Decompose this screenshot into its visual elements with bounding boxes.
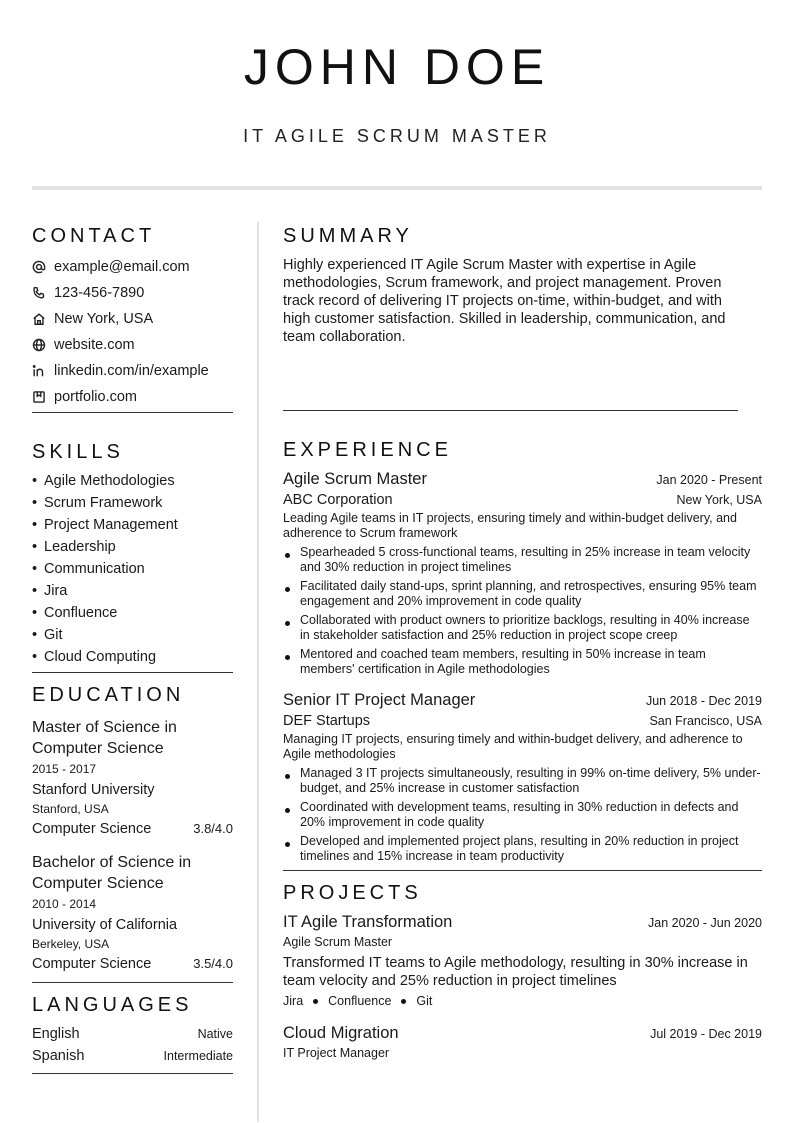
contact-email-text: example@email.com	[54, 259, 190, 275]
contact-linkedin[interactable]	[32, 358, 233, 384]
left-column	[32, 222, 233, 1074]
job-entry	[283, 689, 762, 864]
language-name: English	[32, 1026, 80, 1042]
job-bullet: Managed 3 IT projects simultaneously, resulting in 99% on-time delivery, 5% under-budget, and 25% increase in customer satisfaction	[283, 766, 762, 796]
contact-list	[32, 254, 233, 410]
edu-years: 2015 - 2017	[32, 762, 97, 776]
project-tag: Git	[416, 994, 433, 1008]
contact-location-text: New York, USA	[54, 311, 154, 327]
project-entry	[283, 911, 762, 1008]
job-location: New York, USA	[676, 493, 762, 507]
job-location: San Francisco, USA	[649, 714, 762, 728]
job-bullet: Collaborated with product owners to prioritize backlogs, resulting in 40% increase in stakeholder satisfaction and 25% reduction in project scope creep	[283, 613, 762, 643]
skill-item: • Git	[32, 627, 63, 643]
job-company-row	[283, 713, 762, 729]
candidate-name: JOHN DOE	[243, 39, 551, 95]
languages-title: LANGUAGES	[32, 994, 193, 1016]
job-description: Leading Agile teams in IT projects, ensuring timely and within-budget delivery, and adherence to Scrum framework	[283, 511, 737, 540]
job-dates: Jan 2020 - Present	[656, 473, 762, 487]
job-title: Senior IT Project Manager	[283, 691, 476, 709]
skill-item: • Leadership	[32, 539, 116, 555]
skills-divider	[32, 672, 233, 673]
project-header	[283, 1022, 762, 1044]
languages-section	[32, 991, 233, 1074]
contact-phone[interactable]	[32, 280, 233, 306]
job-company: DEF Startups	[283, 713, 371, 729]
phone-icon	[32, 286, 54, 300]
projects-title: PROJECTS	[283, 882, 422, 904]
skill-item: • Project Management	[32, 517, 178, 533]
contact-linkedin-text: linkedin.com/in/example	[54, 363, 209, 379]
skills-title: SKILLS	[32, 441, 124, 463]
language-level: Native	[197, 1027, 233, 1041]
project-entry	[283, 1022, 762, 1061]
experience-divider	[283, 870, 762, 871]
contact-portfolio-text: portfolio.com	[54, 389, 138, 405]
project-dates: Jan 2020 - Jun 2020	[648, 916, 762, 930]
job-bullet: Spearheaded 5 cross-functional teams, resulting in 25% increase in team velocity and 30% reduction in project timelines	[283, 545, 762, 575]
languages-list	[32, 1023, 233, 1067]
project-description: Transformed IT teams to Agile methodology, resulting in 30% increase in team velocity and 25% reduction in project timelines	[283, 955, 748, 989]
tag-separator	[401, 999, 406, 1004]
job-header	[283, 689, 762, 711]
header-divider	[32, 186, 762, 190]
linkedin-icon	[32, 364, 54, 378]
project-header	[283, 911, 762, 933]
language-name: Spanish	[32, 1048, 85, 1064]
skills-list	[32, 470, 233, 668]
contact-section	[32, 222, 233, 413]
column-divider	[257, 222, 259, 1122]
project-role: IT Project Manager	[283, 1046, 390, 1060]
skills-section	[32, 438, 233, 673]
edu-location: Berkeley, USA	[32, 937, 110, 951]
job-title: Agile Scrum Master	[283, 470, 427, 488]
tag-separator	[313, 999, 318, 1004]
education-entry	[32, 852, 233, 973]
job-company: ABC Corporation	[283, 492, 393, 508]
at-icon	[32, 260, 54, 274]
skill-item: • Scrum Framework	[32, 495, 163, 511]
right-column	[283, 222, 762, 1061]
edu-gpa: 3.8/4.0	[193, 821, 233, 836]
edu-degree: Bachelor of Science in Computer Science	[32, 854, 192, 892]
summary-text: Highly experienced IT Agile Scrum Master with expertise in Agile methodologies, Scrum framework, and project management. Proven track record of delivering IT projects on-time, within-budget, and with high customer satisfaction. Skilled in leadership, communication, and team collaboration.	[283, 257, 726, 345]
summary-title: SUMMARY	[283, 225, 413, 247]
contact-divider	[32, 412, 233, 413]
job-bullets	[283, 766, 762, 864]
edu-school: Stanford University	[32, 782, 155, 798]
edu-years: 2010 - 2014	[32, 897, 97, 911]
candidate-role: IT AGILE SCRUM MASTER	[243, 126, 551, 146]
skill-item: • Jira	[32, 583, 68, 599]
language-row	[32, 1045, 233, 1067]
contact-location	[32, 306, 233, 332]
project-role: Agile Scrum Master	[283, 935, 393, 949]
portfolio-icon	[32, 390, 54, 404]
project-tag: Confluence	[328, 994, 392, 1008]
edu-field: Computer Science	[32, 821, 152, 837]
globe-icon	[32, 338, 54, 352]
contact-portfolio[interactable]	[32, 384, 233, 410]
projects-section	[283, 879, 762, 1061]
job-bullet: Developed and implemented project plans, resulting in 20% reduction in project timelines and 15% increase in team productivity	[283, 834, 762, 864]
project-dates: Jul 2019 - Dec 2019	[650, 1027, 762, 1041]
job-bullet: Coordinated with development teams, resulting in 30% reduction in defects and 20% improvement in code quality	[283, 800, 762, 830]
job-company-row	[283, 492, 762, 508]
job-dates: Jun 2018 - Dec 2019	[645, 694, 762, 708]
edu-field-row	[32, 955, 233, 973]
education-section	[32, 681, 233, 983]
contact-title: CONTACT	[32, 225, 156, 247]
edu-gpa: 3.5/4.0	[193, 956, 233, 971]
experience-section	[283, 436, 762, 871]
experience-title: EXPERIENCE	[283, 439, 452, 461]
contact-phone-text: 123-456-7890	[54, 285, 145, 301]
project-tags	[283, 994, 762, 1008]
project-name: IT Agile Transformation	[283, 913, 453, 931]
project-name: Cloud Migration	[283, 1024, 399, 1042]
skill-item: • Confluence	[32, 605, 118, 621]
languages-divider	[32, 1073, 233, 1074]
language-level: Intermediate	[163, 1049, 233, 1063]
edu-degree: Master of Science in Computer Science	[32, 719, 177, 757]
job-header	[283, 468, 762, 490]
education-title: EDUCATION	[32, 684, 185, 706]
job-description: Managing IT projects, ensuring timely and within-budget delivery, and adherence to Agile methodologies	[283, 732, 743, 761]
contact-website[interactable]	[32, 332, 233, 358]
skill-item: • Cloud Computing	[32, 649, 157, 665]
contact-email[interactable]	[32, 254, 233, 280]
summary-divider	[283, 410, 738, 411]
education-divider	[32, 982, 233, 983]
edu-school: University of California	[32, 917, 178, 933]
skill-item: • Agile Methodologies	[32, 473, 175, 489]
contact-website-text: website.com	[54, 337, 135, 353]
edu-location: Stanford, USA	[32, 802, 109, 816]
skill-item: • Communication	[32, 561, 145, 577]
language-row	[32, 1023, 233, 1045]
summary-section	[283, 222, 762, 411]
edu-field: Computer Science	[32, 956, 152, 972]
job-bullet: Mentored and coached team members, resulting in 50% increase in team members' certification in Agile methodologies	[283, 647, 762, 677]
home-icon	[32, 312, 54, 326]
project-tag: Jira	[283, 994, 304, 1008]
education-entry	[32, 717, 233, 838]
edu-field-row	[32, 820, 233, 838]
job-bullets	[283, 545, 762, 677]
job-entry	[283, 468, 762, 677]
job-bullet: Facilitated daily stand-ups, sprint planning, and retrospectives, ensuring 95% team engagement and 20% improvement in code quality	[283, 579, 762, 609]
